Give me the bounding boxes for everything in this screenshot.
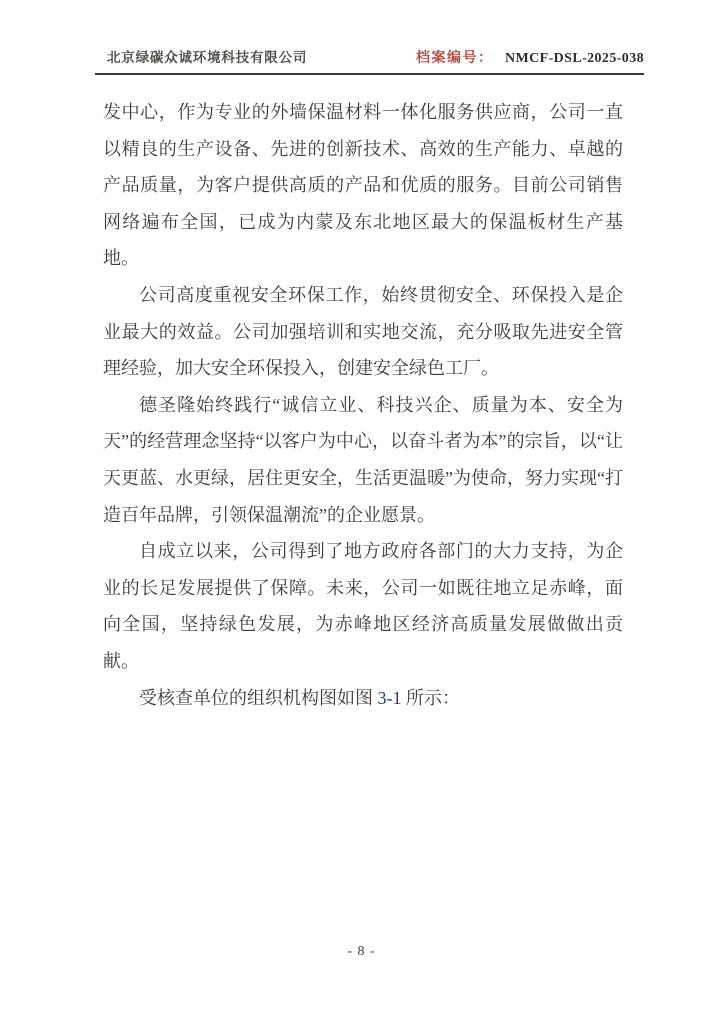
body-paragraph: 公司高度重视安全环保工作，始终贯彻安全、环保投入是企业最大的效益。公司加强培训和实地交流，充分吸取先进安全管理经验，加大安全环保投入，创建安全绿色工厂。	[103, 284, 623, 379]
page-header	[95, 46, 644, 75]
archive-label: 档案编号：	[415, 51, 494, 66]
page-number: - 8 -	[347, 944, 376, 959]
figure-reference-prefix: 受核查单位的组织机构图如图	[139, 687, 378, 708]
figure-reference-suffix: 所示：	[401, 687, 460, 708]
archive-id	[416, 47, 644, 67]
figure-reference-line	[103, 680, 623, 717]
body-paragraph: 发中心，作为专业的外墙保温材料一体化服务供应商，公司一直以精良的生产设备、先进的创新技术、高效的生产能力、卓越的产品质量，为客户提供高质的产品和优质的服务。目前公司销售网络遍布全国，已成为内蒙及东北地区最大的保温板材生产基地。	[103, 102, 623, 269]
company-name: 北京绿碳众诚环境科技有限公司	[107, 50, 308, 65]
document-body	[103, 94, 623, 716]
body-paragraph: 自成立以来，公司得到了地方政府各部门的大力支持，为企业的长足发展提供了保障。未来，公司一如既往地立足赤峰，面向全国，坚持绿色发展，为赤峰地区经济高质量发展做做出贡献。	[103, 541, 623, 671]
archive-number: NMCF-DSL-2025-038	[504, 51, 644, 66]
body-paragraph: 德圣隆始终践行“诚信立业、科技兴企、质量为本、安全为天”的经营理念坚持“以客户为中心，以奋斗者为本”的宗旨，以“让天更蓝、水更绿，居住更安全，生活更温暖”为使命，努力实现“打造百年品牌，引领保温潮流”的企业愿景。	[103, 394, 623, 525]
figure-number: 3-1	[377, 687, 402, 708]
